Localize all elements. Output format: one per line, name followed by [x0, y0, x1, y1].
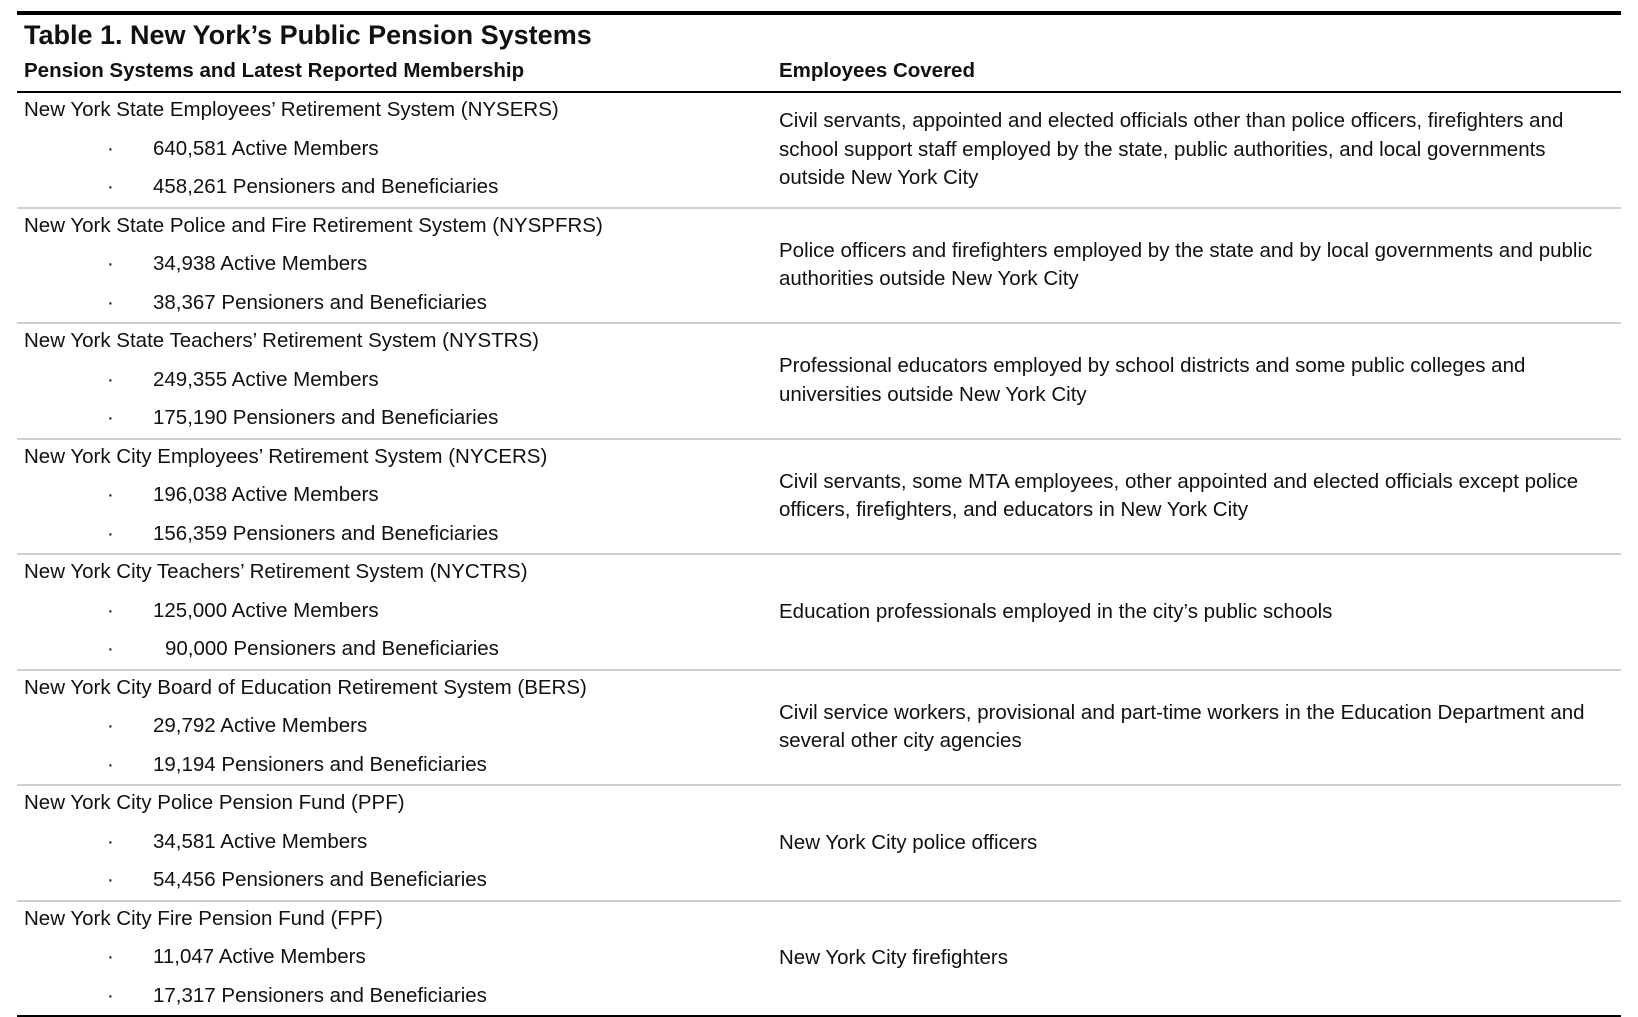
bullet-icon: · [107, 983, 114, 1007]
pension-table [17, 11, 1621, 1017]
bullet-icon: · [107, 290, 114, 314]
bullet-icon: · [107, 252, 114, 275]
table-row [17, 555, 1621, 671]
system-name: New York State Teachers’ Retirement System (NYSTRS) [24, 329, 539, 352]
active-members [24, 709, 772, 748]
active-members [24, 363, 772, 402]
active-members-text: 125,000 Active Members [153, 598, 379, 622]
active-members [24, 825, 772, 864]
covered-text: Professional educators employed by school districts and some public colleges and universities outside New York City [779, 354, 1526, 406]
covered-cell [772, 324, 1621, 438]
pensioners [24, 401, 772, 440]
bullet-icon: · [107, 637, 114, 660]
pensioners-text: 19,194 Pensioners and Beneficiaries [153, 752, 487, 776]
covered-text: Civil service workers, provisional and part-time workers in the Education Department and several other city agencies [779, 700, 1585, 753]
covered-cell [772, 671, 1621, 785]
bullet-icon: · [107, 367, 114, 391]
covered-cell [772, 902, 1621, 1016]
covered-text: Police officers and firefighters employed by the state and by local governments and public authorities outside New York City [779, 238, 1593, 291]
active-members-text: 249,355 Active Members [153, 367, 379, 391]
pensioners-text: 17,317 Pensioners and Beneficiaries [153, 983, 487, 1007]
covered-text: Education professionals employed in the city’s public schools [779, 599, 1333, 623]
pensioners-text: 90,000 Pensioners and Beneficiaries [165, 637, 499, 660]
pensioners-text: 458,261 Pensioners and Beneficiaries [153, 175, 499, 198]
active-members-text: 34,581 Active Members [153, 829, 368, 853]
table-row [17, 786, 1621, 902]
system-cell [17, 324, 772, 438]
table-row [17, 902, 1621, 1017]
active-members [24, 247, 772, 286]
bullet-icon: · [107, 829, 114, 853]
covered-cell [772, 555, 1621, 669]
system-cell [17, 902, 772, 1016]
covered-text: Civil servants, some MTA employees, other appointed and elected officials except police officers, firefighters, and educators in New York City [779, 469, 1579, 522]
system-cell [17, 555, 772, 669]
active-members-text: 196,038 Active Members [153, 483, 379, 506]
system-name: New York City Fire Pension Fund (FPF) [24, 906, 383, 930]
bullet-icon: · [107, 406, 114, 429]
bullet-icon: · [107, 598, 114, 622]
active-members [24, 478, 772, 517]
active-members [24, 940, 772, 979]
system-name: New York State Employees’ Retirement System (NYSERS) [24, 98, 559, 121]
system-cell [17, 93, 772, 207]
active-members-text: 29,792 Active Members [153, 714, 368, 737]
pensioners-text: 38,367 Pensioners and Beneficiaries [153, 290, 487, 314]
pensioners [24, 979, 772, 1017]
system-name: New York State Police and Fire Retirement System (NYSPFRS) [24, 213, 603, 237]
bullet-icon: · [107, 175, 114, 198]
table-row [17, 209, 1621, 325]
bullet-icon: · [107, 483, 114, 506]
pensioners [24, 863, 772, 902]
bullet-icon: · [107, 868, 114, 891]
table-row [17, 93, 1621, 209]
system-name: New York City Teachers’ Retirement System (NYCTRS) [24, 560, 528, 583]
covered-cell [772, 440, 1621, 554]
system-name: New York City Board of Education Retirement System (BERS) [24, 675, 587, 699]
pensioners [24, 517, 772, 556]
bullet-icon: · [107, 752, 114, 776]
pensioners [24, 170, 772, 209]
system-cell [17, 440, 772, 554]
active-members-text: 640,581 Active Members [153, 136, 379, 160]
table-body [17, 93, 1621, 1017]
pensioners-text: 175,190 Pensioners and Beneficiaries [153, 406, 499, 429]
system-name: New York City Employees’ Retirement System (NYCERS) [24, 444, 548, 468]
table-header [17, 53, 1621, 93]
pensioners-text: 156,359 Pensioners and Beneficiaries [153, 521, 499, 545]
covered-text: New York City firefighters [779, 946, 1009, 969]
covered-cell [772, 209, 1621, 323]
bullet-icon: · [107, 136, 114, 160]
system-cell [17, 786, 772, 900]
active-members-text: 34,938 Active Members [153, 252, 368, 275]
active-members-text: 11,047 Active Members [153, 945, 366, 968]
system-cell [17, 209, 772, 323]
bullet-icon: · [107, 521, 114, 545]
pensioners-text: 54,456 Pensioners and Beneficiaries [153, 868, 487, 891]
system-name: New York City Police Pension Fund (PPF) [24, 791, 405, 814]
bullet-icon: · [107, 714, 114, 737]
pensioners [24, 748, 772, 787]
table-title: Table 1. New York’s Public Pension Systems [24, 20, 592, 50]
table-row [17, 440, 1621, 556]
active-members [24, 132, 772, 171]
covered-cell [772, 93, 1621, 207]
covered-text: Civil servants, appointed and elected officials other than police officers, firefighters and school support staff employed by the state, public authorities, and local governments outside New York City [779, 109, 1564, 189]
covered-text: New York City police officers [779, 830, 1038, 854]
header-covered: Employees Covered [779, 59, 975, 82]
pensioners [24, 632, 772, 671]
pensioners [24, 286, 772, 325]
covered-cell [772, 786, 1621, 900]
table-row [17, 324, 1621, 440]
table-row [17, 671, 1621, 787]
system-cell [17, 671, 772, 785]
bullet-icon: · [107, 945, 114, 968]
header-systems: Pension Systems and Latest Reported Membership [24, 59, 525, 82]
active-members [24, 594, 772, 633]
